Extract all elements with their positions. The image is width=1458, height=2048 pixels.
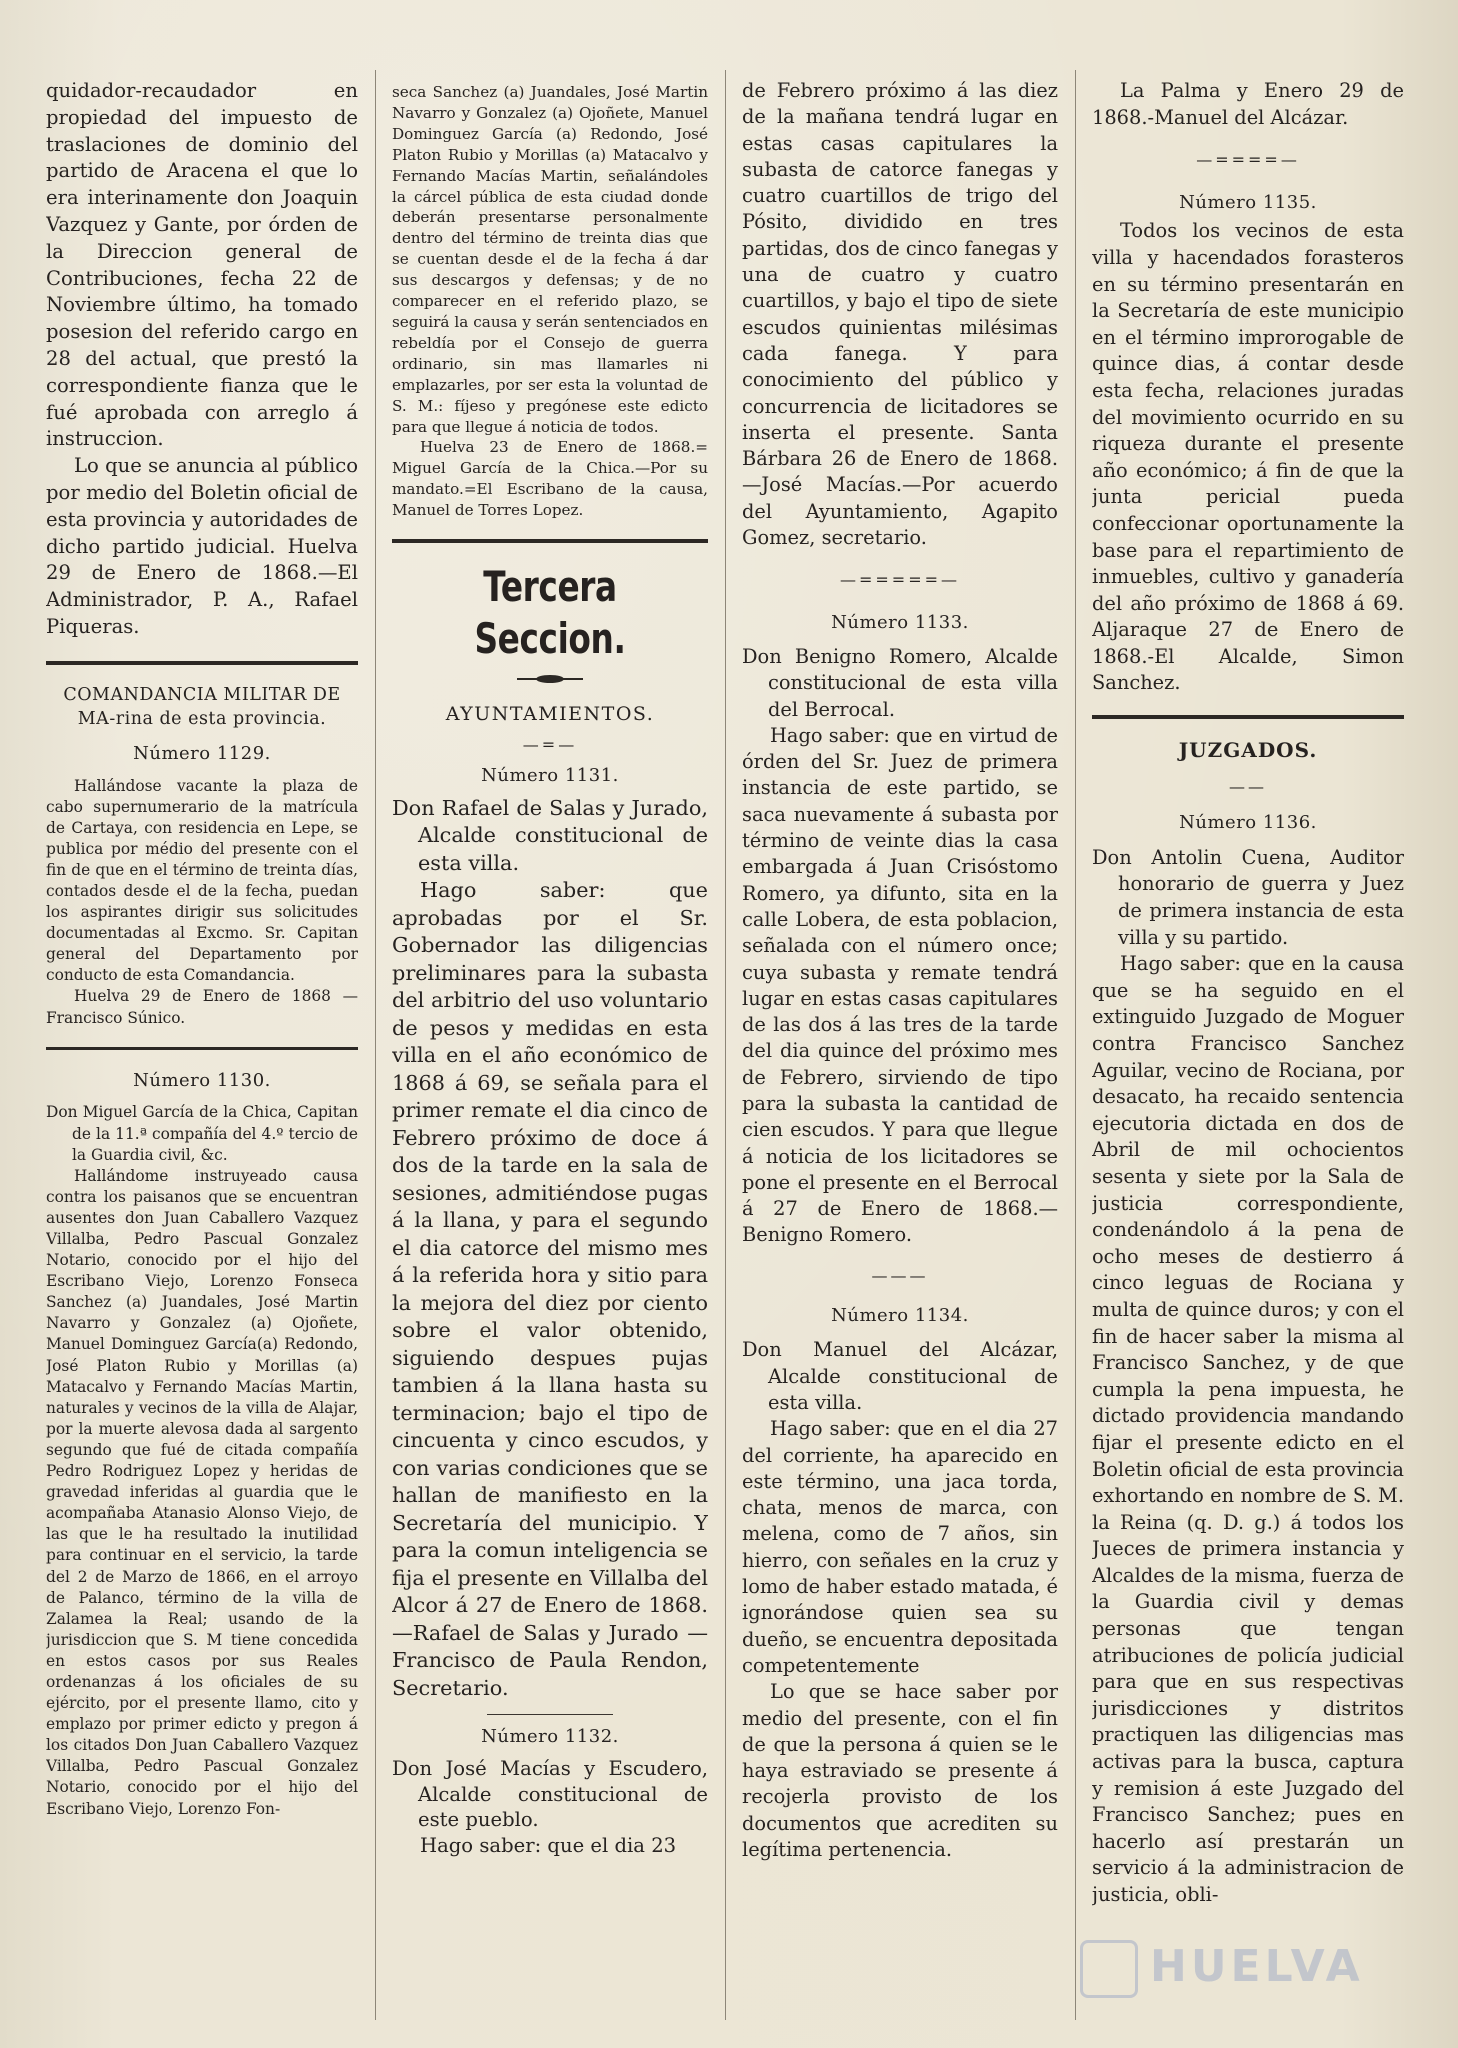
divider bbox=[487, 1714, 613, 1715]
dash-divider: ——— bbox=[871, 1265, 929, 1285]
notice-number: Número 1130. bbox=[133, 1069, 271, 1091]
section-heading: AYUNTAMIENTOS. bbox=[445, 702, 655, 725]
column-rule bbox=[375, 70, 376, 2020]
dash-divider: —=— bbox=[522, 734, 578, 754]
column-rule bbox=[1075, 70, 1076, 2020]
section-heading: COMANDANCIA MILITAR DE MA-rina de esta provincia. bbox=[63, 684, 341, 729]
paragraph: Lo que se anuncia al público por medio del Boletin oficial de esta provincia y autoridades de dicho partido judicial. Huelva 29 de Enero de 1868.—El Administrador, P. A., Rafael Piqueras. bbox=[46, 454, 358, 638]
paragraph: Todos los vecinos de esta villa y hacendados forasteros en su término presentarán en la Secretaría de este municipio en el término improrogable de quince dias, á contar desde esta fecha, relaciones juradas del movimiento ocurrido en su riqueza durante el presente año económico; á fin de que la junta pericial pueda confeccionar oportunamente la base para el repartimiento de inmuebles, cultivo y ganadería del año próximo de 1868 á 69. Aljaraque 27 de Enero de 1868.-El Alcalde, Simon Sanchez. bbox=[1092, 219, 1404, 695]
dash-divider: —====— bbox=[1196, 150, 1300, 170]
paragraph: de Febrero próximo á las diez de la mañana tendrá lugar en estas casas capitulares la subasta de catorce fanegas y cuatro cuartillos de trigo del Pósito, dividido en tres partidas, dos de cinco fanegas y una de cuatro y cuatro cuartillos, y bajo el tipo de siete escudos quinientas milésimas cada fanega. Y para conocimiento del público y concurrencia de licitadores se inserta el presente. Santa Bárbara 26 de Enero de 1868.—José Macías.—Por acuerdo del Ayuntamiento, Agapito Gomez, secretario. bbox=[742, 79, 1058, 550]
ornament-divider bbox=[392, 669, 708, 690]
notice-number: Número 1132. bbox=[481, 1726, 619, 1748]
section-divider bbox=[46, 1047, 358, 1050]
column-4 bbox=[1092, 78, 1404, 1909]
paragraph: Hago saber: que en el dia 27 del corriente, ha aparecido en este término, una jaca torda, chata, menos de marca, con melena, como de 7 años, sin hierro, con señales en la cruz y lomo de haber estado matada, é ignorándose quien sea su dueño, se encuentra depositada competentemente bbox=[742, 1417, 1058, 1677]
section-heading: JUZGADOS. bbox=[1178, 738, 1318, 763]
paragraph: Don Benigno Romero, Alcalde constitucional de esta villa del Berrocal. bbox=[742, 644, 1058, 721]
paragraph: La Palma y Enero 29 de 1868.-Manuel del Alcázar. bbox=[1092, 79, 1404, 129]
notice-number: Número 1136. bbox=[1179, 812, 1317, 834]
notice-number: Número 1135. bbox=[1179, 191, 1317, 213]
dash-divider: —— bbox=[1229, 776, 1267, 796]
paragraph: Hago saber: que en la causa que se ha seguido en el extinguido Juzgado de Moguer contra Francisco Sanchez Aguilar, vecino de Rociana, por desacato, ha recaido sentencia ejecutoria dictada en dos de Abril de mil ochocientos sesenta y siete por la Sala de justicia correspondiente, condenándolo á la pena de ocho meses de destierro á cinco leguas de Rociana y multa de quince duros; y con el fin de hacer saber la misma al Francisco Sanchez, y de que cumpla la pena impuesta, he dictado providencia mandando fijar el presente edicto en el Boletin oficial de esta provincia exhortando en nombre de S. M. la Reina (q. D. g.) á todos los Jueces de primera instancia y Alcaldes de la misma, fuerza de la Guardia civil y demas personas que tengan atribuciones de policía judicial para que en sus respectivas jurisdicciones y distritos practiquen las diligencias mas activas para la busca, captura y remision á este Juzgado del Francisco Sanchez; pues en hacerlo así prestarán un servicio á la administracion de justicia, obli- bbox=[1092, 952, 1404, 1906]
paragraph: Don José Macías y Escudero, Alcalde constitucional de este pueblo. bbox=[392, 1757, 708, 1832]
paragraph: Don Rafael de Salas y Jurado, Alcalde constitucional de esta villa. bbox=[392, 795, 708, 875]
notice-number: Número 1133. bbox=[831, 611, 969, 633]
section-divider bbox=[1092, 715, 1404, 719]
column-2 bbox=[392, 82, 708, 1858]
paragraph: Don Manuel del Alcázar, Alcalde constitucional de esta villa. bbox=[742, 1338, 1058, 1414]
library-watermark bbox=[1080, 1940, 1420, 2020]
dash-divider: —=====— bbox=[839, 570, 961, 590]
ornament-icon bbox=[515, 674, 585, 684]
paragraph: Hago saber: que el dia 23 bbox=[420, 1833, 677, 1857]
section-divider bbox=[46, 661, 358, 665]
column-1 bbox=[46, 78, 358, 1820]
paragraph: Hallándome instruyeado causa contra los paisanos que se encuentran ausentes don Juan Caballero Vazquez Villalba, Pedro Pascual Gonzalez Notario, conocido por el hijo del Escribano Viejo, Lorenzo Fonseca Sanchez (a) Juandales, José Martin Navarro y Gonzalez (a) Ojoñete, Manuel Dominguez García(a) Redondo, José Platon Rubio y Morillas (a) Matacalvo y Fernando Macías Martin, naturales y vecinos de la villa de Alajar, por la muerte alevosa dada al sargento segundo que fué de citada compañía Pedro Rodriguez Lopez y heridas de gravedad inferidas al guardia que le acompañaba Atanasio Alonso Viejo, de las que le ha resultado la inutilidad para continuar en el servicio, la tarde del 2 de Marzo de 1866, en el arroyo de Palanco, término de la villa de Zalamea la Real; usando de la jurisdiccion que S. M tiene concedida en estos casos por sus Reales ordenanzas á los oficiales de su ejército, por el presente llamo, cito y emplazo por primer edicto y pregon á los citados Don Juan Caballero Vazquez Villalba, Pedro Pascual Gonzalez Notario, conocido por el hijo del Escribano Viejo, Lorenzo Fon- bbox=[46, 1166, 358, 1818]
notice-number: Número 1131. bbox=[481, 764, 619, 786]
paragraph: Lo que se hace saber por medio del presente, con el fin de que la persona á quien se le haya estraviado se presente á recojerla provisto de los documentos que acrediten su legítima pertenencia. bbox=[742, 1680, 1058, 1861]
notice-number: Número 1134. bbox=[831, 1305, 969, 1327]
paragraph: Huelva 23 de Enero de 1868.= Miguel García de la Chica.—Por su mandato.=El Escribano de la causa, Manuel de Torres Lopez. bbox=[392, 438, 708, 520]
paragraph: Huelva 29 de Enero de 1868 — Francisco Súnico. bbox=[46, 987, 358, 1027]
notice-number: Número 1129. bbox=[133, 742, 271, 764]
paragraph: Hallándose vacante la plaza de cabo supernumerario de la matrícula de Cartaya, con residencia en Lepe, se publica por médio del presente con el fin de que en el término de treinta días, contados desde el de la fecha, puedan los aspirantes dirigir sus solicitudes documentadas al Excmo. Sr. Capitan general del Departamento por conducto de esta Comandancia. bbox=[46, 776, 358, 985]
column-rule bbox=[725, 70, 726, 2020]
paragraph: Hago saber: que aprobadas por el Sr. Gobernador las diligencias preliminares para la subasta del arbitrio del uso voluntario de pesos y medidas en esta villa en el año económico de 1868 á 69, se señala para el primer remate el dia cinco de Febrero próximo de doce á dos de la tarde en la sala de sesiones, admitiéndose pugas á la llana, y para el segundo el dia catorce del mismo mes á la referida hora y sitio para la mejora del diez por ciento sobre el valor obtenido, siguiendo despues pujas tambien á la llana hasta su terminacion; bajo el tipo de cincuenta y cinco escudos, y con varias condiciones que se hallan de manifiesto en la Secretaría del municipio. Y para la comun inteligencia se fija el presente en Villalba del Alcor á 27 de Enero de 1868.—Rafael de Salas y Jurado —Francisco de Paula Rendon, Secretario. bbox=[392, 878, 708, 1700]
paragraph: quidador-recaudador en propiedad del impuesto de traslaciones de dominio del partido de Aracena el que lo era interinamente don Joaquin Vazquez y Gante, por órden de la Direccion general de Contribuciones, fecha 22 de Noviembre último, ha tomado posesion del referido cargo en 28 del actual, que prestó la correspondiente fianza que le fué aprobada con arreglo á instruccion. bbox=[46, 79, 358, 451]
shield-icon bbox=[1080, 1940, 1138, 1998]
paragraph: Don Miguel García de la Chica, Capitan de la 11.ª compañía del 4.º tercio de la Guardia civil, &c. bbox=[46, 1103, 358, 1164]
paragraph: Don Antolin Cuena, Auditor honorario de guerra y Juez de primera instancia de esta villa y su partido. bbox=[1092, 845, 1404, 949]
section-title: Tercera Seccion. bbox=[474, 562, 626, 664]
column-3 bbox=[742, 78, 1058, 1863]
paragraph: seca Sanchez (a) Juandales, José Martin Navarro y Gonzalez (a) Ojoñete, Manuel Dominguez García (a) Redondo, José Platon Rubio y Morillas (a) Matacalvo y Fernando Macías Martin, señalándoles la cárcel pública de esta ciudad donde deberán presentarse personalmente dentro del término de treinta dias que se cuentan desde el de la fecha á dar sus descargos y defensas; y de no comparecer en el referido plazo, se seguirá la causa y serán sentenciados en rebeldía por el Consejo de guerra ordinario, sin mas llamarles ni emplazarles, por ser esta la voluntad de S. M.: fíjeso y pregónese este edicto para que llegue á noticia de todos. bbox=[392, 83, 708, 436]
watermark-text: HUELVA bbox=[1150, 1941, 1364, 1992]
section-divider bbox=[392, 539, 708, 543]
paragraph: Hago saber: que en virtud de órden del Sr. Juez de primera instancia de este partido, se saca nuevamente á subasta por término de veinte dias la casa embargada á Juan Crisóstomo Romero, ya difunto, sita en la calle Lobera, de esta poblacion, señalada con el número once; cuya subasta y remate tendrá lugar en estas casas capitulares de las dos á las tres de la tarde del dia quince del próximo mes de Febrero, sirviendo de tipo para la subasta la cantidad de cien escudos. Y para que llegue á noticia de los licitadores se pone el presente en el Berrocal á 27 de Enero de 1868.—Benigno Romero. bbox=[742, 723, 1058, 1247]
